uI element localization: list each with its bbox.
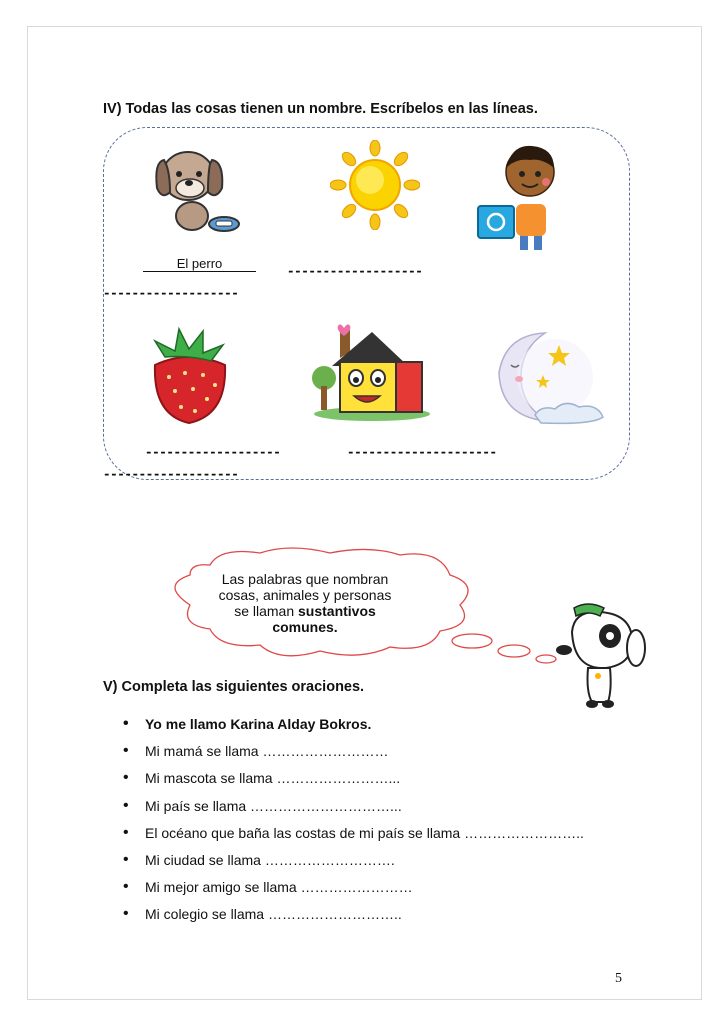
blank-strawberry: -------------------: [145, 444, 281, 459]
bubble-text: [205, 571, 405, 635]
blank-house: ---------------------: [347, 444, 497, 459]
boy-picture: [472, 138, 567, 258]
cartoon-dog-picture: [552, 602, 647, 710]
blank-boy: -------------------: [103, 285, 239, 300]
list-item: • El océano que baña las costas de mi país se llama ……………………..: [123, 825, 584, 852]
section-iv-heading: IV) Todas las cosas tienen un nombre. Escríbelos en las líneas.: [103, 101, 538, 117]
sun-picture: [330, 140, 420, 230]
section-v-heading: V) Completa las siguientes oraciones.: [103, 679, 365, 695]
moon-picture: [485, 325, 610, 430]
list-item: • Mi ciudad se llama ……………………….: [123, 852, 584, 879]
bubble-line-4: comunes.: [272, 619, 338, 635]
dog-picture: [152, 136, 242, 236]
bubble-line-3: [205, 603, 405, 619]
strawberry-picture: [145, 325, 233, 425]
bubble-line-3-bold: sustantivos: [298, 603, 376, 619]
answer-dog: El perro: [143, 256, 256, 272]
list-item: • Yo me llamo Karina Alday Bokros.: [123, 716, 584, 743]
bubble-line-2: cosas, animales y personas: [218, 587, 392, 603]
list-item: • Mi colegio se llama ………………………..: [123, 906, 584, 933]
bubble-line-1: Las palabras que nombran: [221, 571, 389, 587]
list-item: • Mi mejor amigo se llama ……………………: [123, 879, 584, 906]
list-item: • Mi mascota se llama ……………………...: [123, 770, 584, 797]
blank-moon: -------------------: [103, 466, 239, 481]
list-item: • Mi país se llama …………………………...: [123, 798, 584, 825]
page-number: 5: [615, 971, 622, 986]
house-picture: [310, 322, 435, 422]
bubble-line-3-text: se llaman: [234, 603, 298, 619]
list-item: • Mi mamá se llama ………………………: [123, 743, 584, 770]
blank-sun: -------------------: [287, 263, 423, 278]
sentence-list: [123, 716, 584, 934]
